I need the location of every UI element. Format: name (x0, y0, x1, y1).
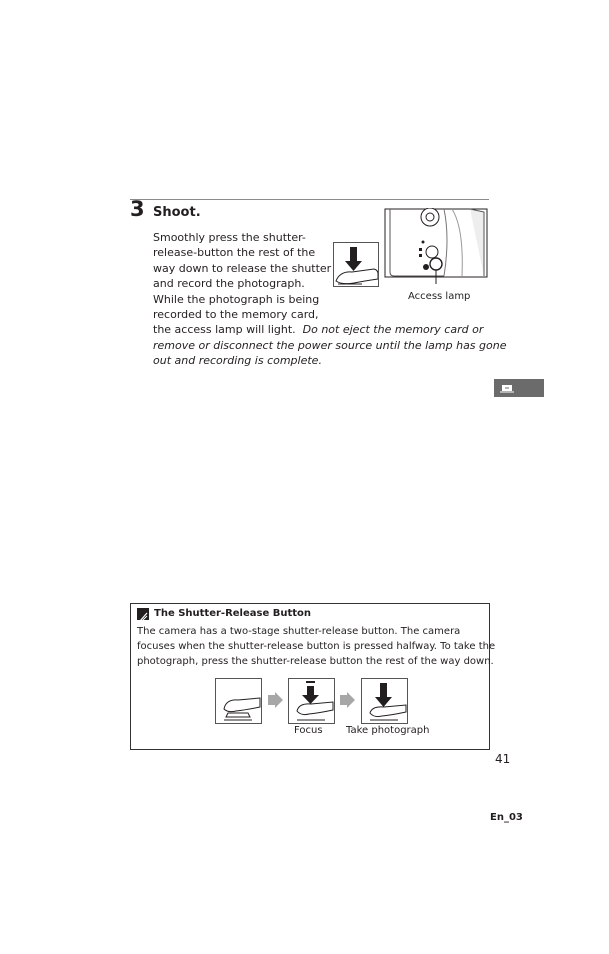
note-pencil-icon (137, 608, 149, 620)
step-line-plain: the access lamp will light. (153, 323, 296, 337)
access-lamp-label: Access lamp (408, 291, 471, 302)
caption-focus: Focus (294, 725, 323, 736)
step-line: Smoothly press the shutter- (153, 231, 306, 244)
note-line: The camera has a two-stage shutter-release button. The camera (137, 626, 461, 637)
camera-access-lamp-illustration (384, 208, 488, 284)
section-rule (130, 199, 489, 200)
document-code: En_03 (490, 812, 523, 823)
step-line: recorded to the memory card, (153, 308, 319, 322)
shutter-press-illustration (333, 242, 379, 287)
finger-press-icon (334, 243, 378, 286)
note-line: focuses when the shutter-release button is pressed halfway. To take the (137, 641, 496, 652)
half-press-icon (289, 679, 334, 723)
camera-mode-icon (494, 379, 544, 397)
step-line: While the photograph is being (153, 292, 320, 306)
chapter-tab (494, 379, 544, 397)
full-press-icon (362, 679, 407, 723)
step-line: and record the photograph. (153, 277, 305, 291)
step-title: Shoot. (153, 205, 201, 220)
step-line: release-button the rest of the (153, 246, 316, 260)
step-line-italic: Do not eject the memory card or (302, 323, 484, 337)
page-number: 41 (495, 752, 511, 766)
note-line: photograph, press the shutter-release button the rest of the way down. (137, 656, 494, 667)
note-title: The Shutter-Release Button (154, 608, 312, 619)
camera-back-icon (384, 208, 488, 284)
caption-take-photograph: Take photograph (346, 725, 430, 736)
half-press-illustration (288, 678, 335, 724)
arrow-right-icon (266, 692, 284, 712)
warning-line: remove or disconnect the power source until the lamp has gone (153, 338, 507, 352)
full-press-illustration (361, 678, 408, 724)
warning-line: out and recording is complete. (153, 354, 322, 368)
arrow-right-icon (338, 692, 356, 712)
note-text (137, 624, 495, 669)
finger-rest-illustration (215, 678, 262, 724)
step-line: way down to release the shutter (153, 261, 332, 275)
finger-rest-icon (216, 679, 261, 723)
step-number: 3 (130, 197, 145, 221)
step-line-mixed (153, 322, 506, 337)
